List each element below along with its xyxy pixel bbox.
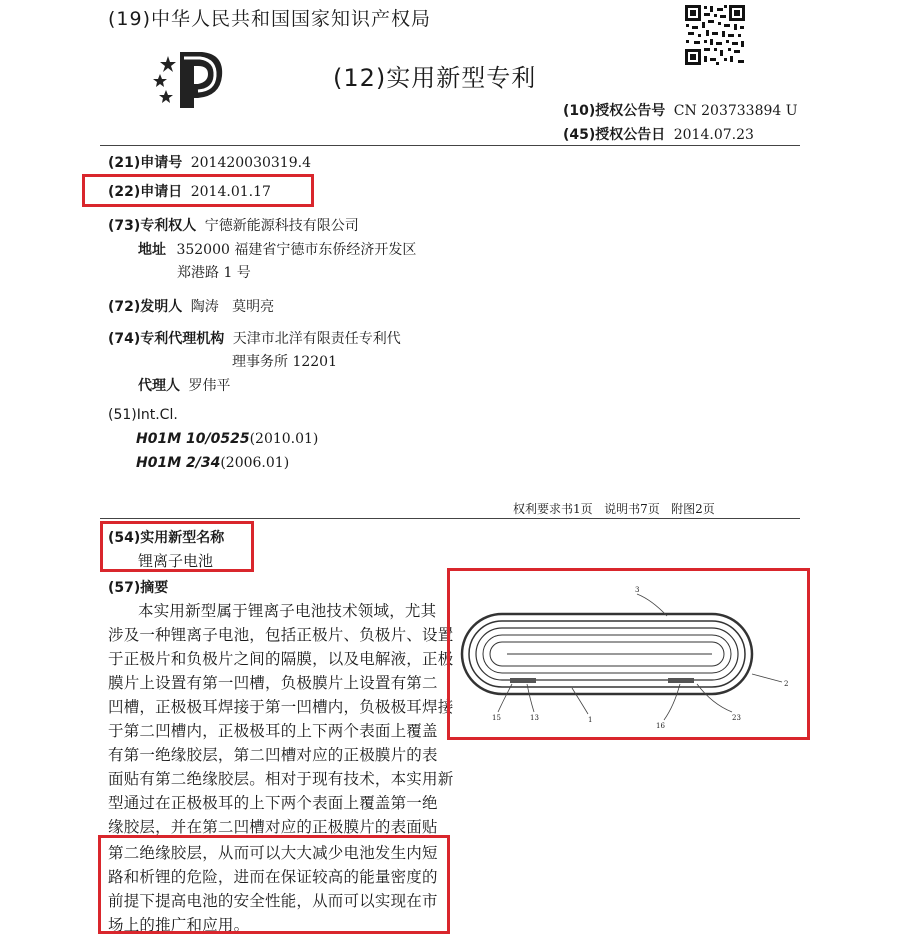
app-no: 201420030319.4 bbox=[190, 155, 311, 171]
abstract-line: 面贴有第二绝缘胶层。相对于现有技术，本实用新 bbox=[108, 770, 454, 788]
abstract-line: 路和析锂的危险，进而在保证较高的能量密度的 bbox=[108, 868, 438, 886]
inventor-row bbox=[108, 296, 274, 316]
grant-pub-date-row bbox=[563, 124, 754, 144]
abstract-line: 凹槽，正极极耳焊接于第一凹槽内，负极极耳焊接 bbox=[108, 698, 454, 716]
agent: 罗伟平 bbox=[188, 378, 231, 394]
issuing-office: (19)中华人民共和国国家知识产权局 bbox=[108, 8, 432, 30]
grant-pub-date: 2014.07.23 bbox=[673, 127, 754, 143]
abstract-line: 前提下提高电池的安全性能，从而可以实现在市 bbox=[108, 892, 438, 910]
abstract-line: 第二绝缘胶层，从而可以大大减少电池发生内短 bbox=[108, 844, 438, 862]
agency-line2: 理事务所 12201 bbox=[232, 354, 337, 370]
page-counts: 权利要求书1页 说明书7页 附图2页 bbox=[513, 502, 715, 516]
app-no-row bbox=[108, 152, 311, 172]
patentee-label: (73)专利权人 bbox=[108, 218, 197, 234]
section-divider bbox=[100, 518, 800, 519]
patent-kind: (12)实用新型专利 bbox=[333, 64, 537, 92]
app-no-label: (21)申请号 bbox=[108, 155, 183, 171]
fig-label-2: 2 bbox=[784, 680, 789, 688]
agency-line1: 天津市北洋有限责任专利代 bbox=[232, 331, 401, 347]
agent-label: 代理人 bbox=[138, 378, 180, 394]
agency-row bbox=[108, 328, 401, 348]
abstract-line: 本实用新型属于锂离子电池技术领域，尤其 bbox=[138, 602, 437, 620]
ipc-version: (2010.01) bbox=[249, 431, 319, 447]
utility-model-name: 锂离子电池 bbox=[138, 552, 214, 570]
abstract-line: 型通过在正极极耳的上下两个表面上覆盖第一绝 bbox=[108, 794, 438, 812]
address-row bbox=[138, 239, 416, 259]
ipc-row bbox=[136, 431, 318, 447]
agency-label: (74)专利代理机构 bbox=[108, 331, 225, 347]
fig-label-13: 13 bbox=[530, 714, 539, 722]
app-date: 2014.01.17 bbox=[190, 184, 271, 200]
title-label: (54)实用新型名称 bbox=[108, 530, 225, 546]
abstract-line: 有第一绝缘胶层，第二凹槽对应的正极膜片的表 bbox=[108, 746, 438, 764]
ipc-code: H01M 2/34 bbox=[136, 455, 221, 471]
abstract-label: (57)摘要 bbox=[108, 580, 169, 596]
qr-code bbox=[684, 4, 746, 66]
fig-label-3: 3 bbox=[635, 586, 640, 594]
header-divider bbox=[100, 145, 800, 146]
abstract-line: 缘胶层，并在第二凹槽对应的正极膜片的表面贴 bbox=[108, 818, 438, 836]
address-line2: 郑港路 1 号 bbox=[177, 265, 251, 281]
highlight-abstract-conclusion bbox=[98, 835, 450, 934]
abstract-line: 场上的推广和应用。 bbox=[108, 916, 250, 934]
grant-pub-no-row bbox=[563, 100, 798, 120]
patentee: 宁德新能源科技有限公司 bbox=[204, 218, 359, 234]
grant-pub-no-label: (10)授权公告号 bbox=[563, 103, 666, 119]
abstract-line: 膜片上设置有第一凹槽，负极膜片上设置有第二 bbox=[108, 674, 438, 692]
patentee-row bbox=[108, 215, 359, 235]
inventors: 陶涛 莫明亮 bbox=[190, 299, 275, 315]
highlight-title bbox=[100, 521, 254, 572]
grant-pub-date-label: (45)授权公告日 bbox=[563, 127, 666, 143]
agent-row bbox=[138, 375, 230, 395]
address-line1: 352000 福建省宁德市东侨经济开发区 bbox=[176, 242, 417, 258]
grant-pub-no: CN 203733894 U bbox=[673, 103, 798, 119]
abstract-line: 于正极片和负极片之间的隔膜，以及电解液，正极 bbox=[108, 650, 454, 668]
fig-label-23: 23 bbox=[732, 714, 741, 722]
app-date-label: (22)申请日 bbox=[108, 184, 183, 200]
abstract-line: 涉及一种锂离子电池，包括正极片、负极片、设置 bbox=[108, 626, 454, 644]
address-label: 地址 bbox=[138, 242, 166, 258]
cnipa-logo bbox=[150, 44, 230, 112]
inventor-label: (72)发明人 bbox=[108, 299, 183, 315]
highlight-app-date bbox=[82, 174, 314, 207]
highlight-figure bbox=[447, 568, 810, 740]
abstract-line: 于第二凹槽内，正极极耳的上下两个表面上覆盖 bbox=[108, 722, 438, 740]
intcl-label: (51)Int.Cl. bbox=[108, 407, 178, 423]
fig-label-15: 15 bbox=[492, 714, 501, 722]
fig-label-1: 1 bbox=[588, 716, 593, 724]
ipc-code: H01M 10/0525 bbox=[136, 431, 250, 447]
ipc-row bbox=[136, 455, 289, 471]
ipc-version: (2006.01) bbox=[220, 455, 290, 471]
fig-label-16: 16 bbox=[656, 722, 665, 730]
